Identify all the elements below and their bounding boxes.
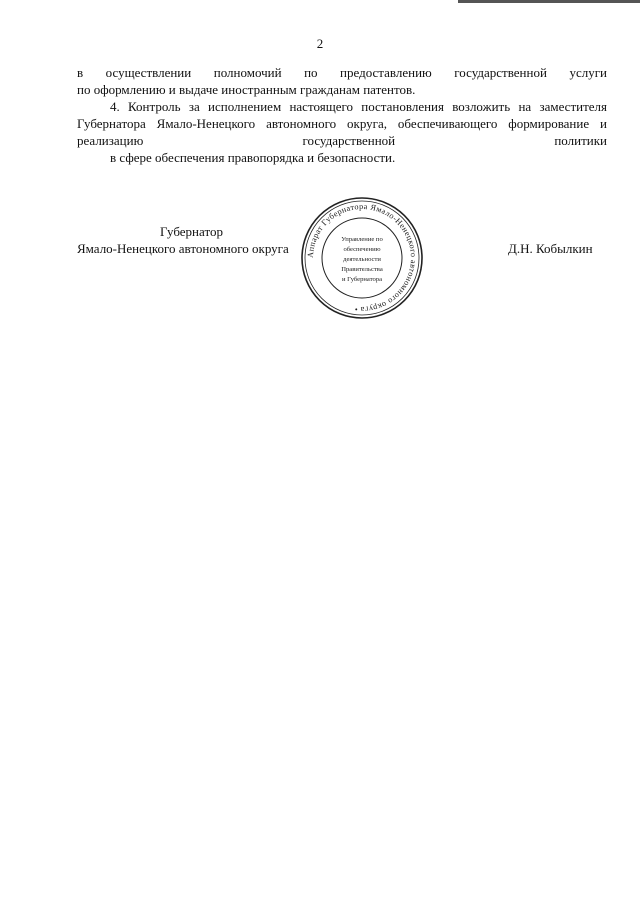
- seal-graphic: [300, 196, 424, 320]
- paragraph-continuation: [77, 64, 607, 98]
- seal-center-line: и Губернатора: [341, 276, 383, 283]
- signatory-name: Д.Н. Кобылкин: [508, 241, 593, 256]
- page-number: 2: [316, 36, 324, 51]
- paragraph-line: в осуществлении полномочий по предоставлению государственной услуги: [77, 65, 607, 80]
- seal-center-line: Управление по: [341, 236, 383, 243]
- paragraph-line: 4. Контроль за исполнением настоящего постановления возложить: [110, 99, 511, 114]
- paragraph-line: по оформлению и выдаче иностранным гражданам патентов.: [77, 82, 416, 97]
- seal-ring-text: Аппарат Губернатора Ямало-Ненецкого автономного округа •: [305, 201, 419, 315]
- top-edge-mark: [458, 0, 640, 3]
- seal-center-line: деятельности: [343, 256, 381, 263]
- paragraph-item-4: [77, 98, 607, 166]
- signatory-region: Ямало-Ненецкого автономного округа: [77, 241, 289, 256]
- paragraph-line: на заместителя Губернатора Ямало-Ненецкого автономного округа,: [77, 99, 608, 131]
- seal-center-line: Правительства: [341, 266, 383, 273]
- seal-center-line: обеспечению: [343, 246, 381, 253]
- signatory-title: Губернатор: [160, 224, 223, 239]
- official-seal: [300, 196, 424, 320]
- paragraph-line: в сфере обеспечения правопорядка и безопасности.: [110, 150, 396, 165]
- paragraph-line: обеспечивающего формирование и реализацию государственной политики: [77, 116, 607, 148]
